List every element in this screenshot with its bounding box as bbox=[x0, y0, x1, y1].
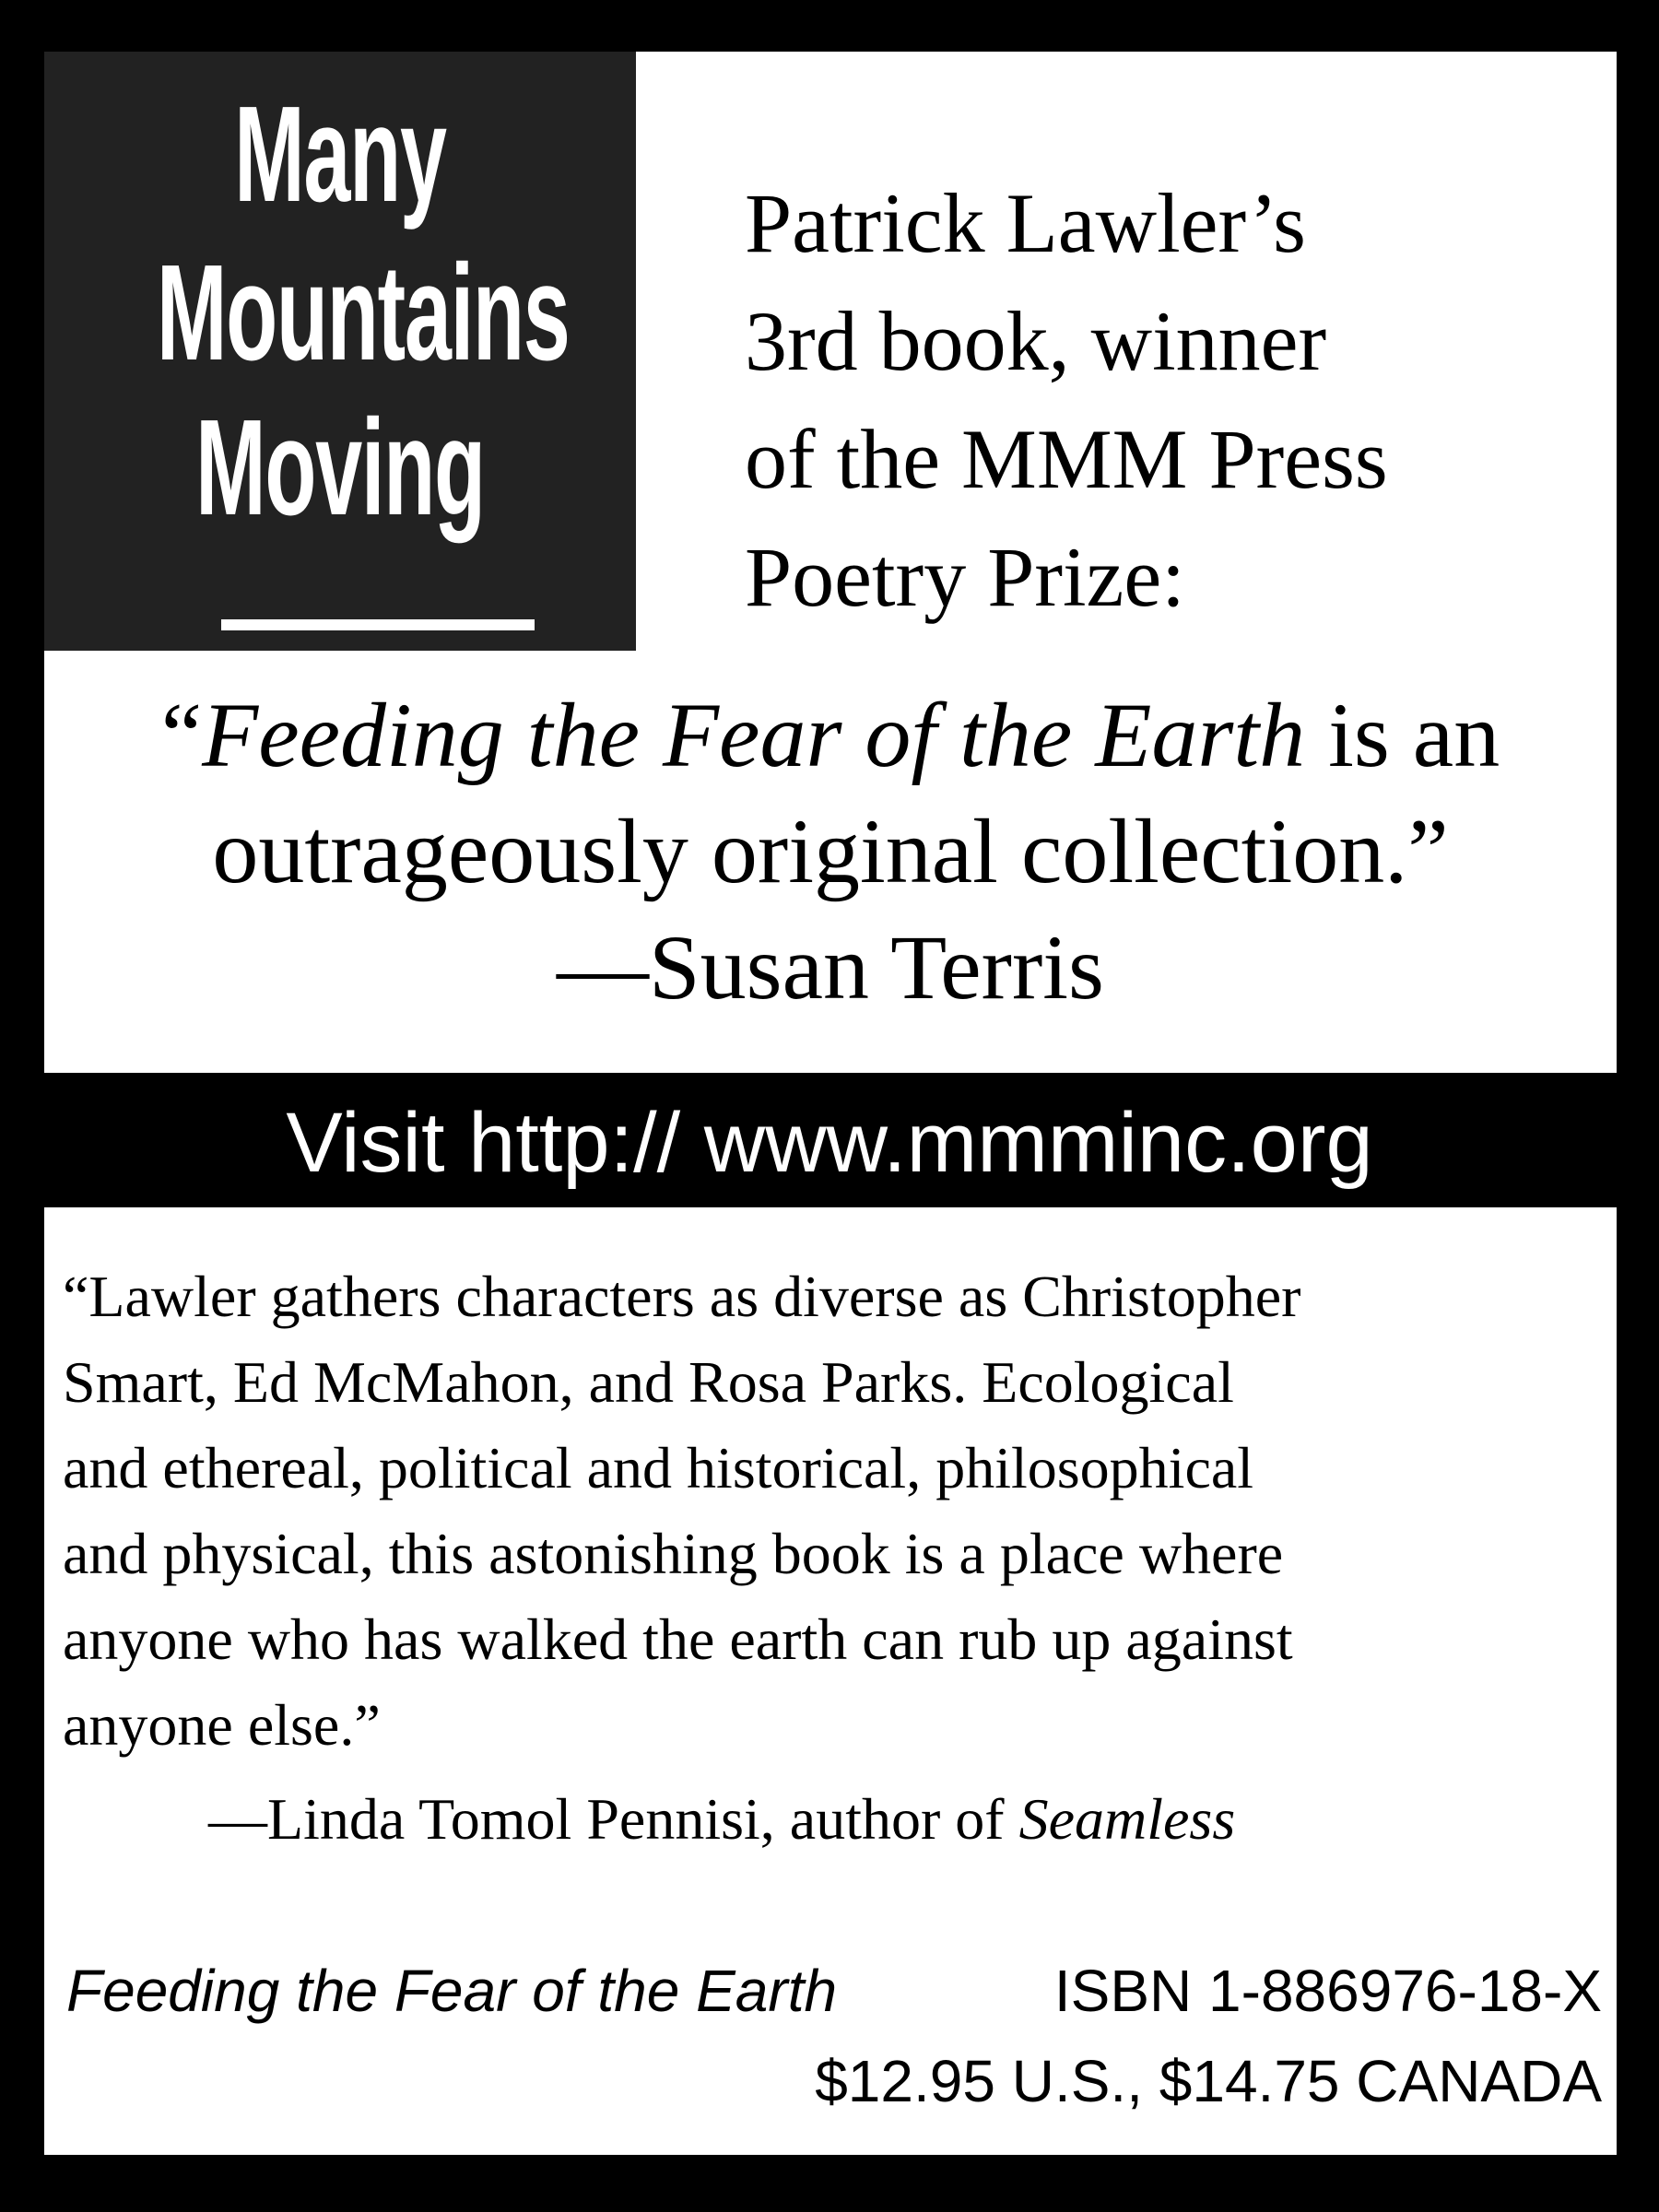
quote-text: is an bbox=[1305, 684, 1500, 786]
quote-attribution: —Susan Terris bbox=[557, 916, 1104, 1018]
featured-quote bbox=[44, 677, 1617, 1026]
quote-line: outrageously original collection.” bbox=[212, 800, 1449, 902]
headline-line: of the MMM Press bbox=[745, 412, 1388, 506]
logo-word-many: Many bbox=[234, 78, 446, 230]
book-title: Feeding the Fear of the Earth bbox=[66, 1958, 838, 2024]
headline bbox=[745, 164, 1574, 636]
price: $12.95 U.S., $14.75 CANADA bbox=[815, 2048, 1602, 2114]
open-quote: “ bbox=[160, 684, 203, 786]
quoted-book-title: Feeding the Fear of the Earth bbox=[202, 684, 1306, 786]
review-line: Smart, Ed McMahon, and Rosa Parks. Ecological bbox=[63, 1349, 1234, 1415]
attribution-author: —Linda Tomol Pennisi, author of bbox=[208, 1786, 1019, 1852]
review-line: anyone else.” bbox=[63, 1692, 381, 1758]
book-info bbox=[66, 1954, 1602, 2028]
logo-underline bbox=[221, 619, 535, 630]
headline-line: Patrick Lawler’s bbox=[745, 176, 1306, 270]
review-quote bbox=[63, 1253, 1611, 1768]
review-attribution bbox=[208, 1776, 1235, 1862]
review-line: “Lawler gathers characters as diverse as Christopher bbox=[63, 1264, 1301, 1329]
headline-line: Poetry Prize: bbox=[745, 530, 1185, 624]
review-line: and ethereal, political and historical, philosophical bbox=[63, 1435, 1254, 1500]
quote-line bbox=[44, 677, 1617, 794]
website-link[interactable]: Visit http:// www.mmminc.org bbox=[286, 1096, 1373, 1190]
logo-word-mountains: Mountains bbox=[156, 237, 570, 389]
isbn: ISBN 1-886976-18-X bbox=[1053, 1958, 1602, 2024]
publisher-logo bbox=[44, 52, 636, 651]
attribution-work: Seamless bbox=[1018, 1786, 1236, 1852]
headline-line: 3rd book, winner bbox=[745, 294, 1327, 388]
review-line: and physical, this astonishing book is a place where bbox=[63, 1521, 1284, 1586]
review-line: anyone who has walked the earth can rub up against bbox=[63, 1606, 1293, 1672]
logo-word-moving: Moving bbox=[195, 392, 485, 544]
